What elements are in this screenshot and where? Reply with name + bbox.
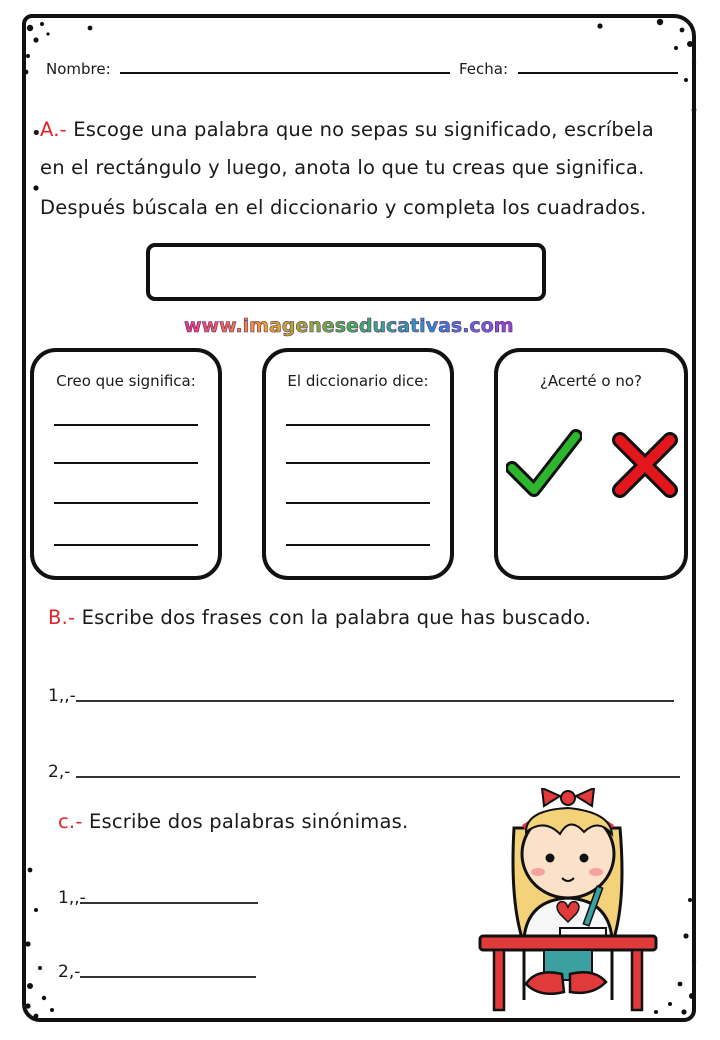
result-card-title: ¿Acerté o no? [539,372,643,390]
dictionary-line-1[interactable] [286,424,430,426]
website-text: www.imageneseducativas.com [184,315,514,337]
guess-card-title: Creo que significa: [56,372,196,390]
section-c-heading [58,810,408,833]
guess-line-4[interactable] [54,544,198,546]
guess-card [30,348,222,580]
section-b-letter: B.- [48,606,76,629]
sentence-1-line[interactable] [76,688,674,702]
name-label: Nombre: [46,60,111,78]
synonym-1-label: 1,,- [58,888,86,908]
word-rectangle[interactable] [146,243,546,301]
synonym-2-label: 2,- [58,962,81,982]
dictionary-card-title: El diccionario dice: [287,372,429,390]
guess-line-1[interactable] [54,424,198,426]
synonym-2-line[interactable] [80,964,256,978]
dictionary-card [262,348,454,580]
result-card [494,348,688,580]
section-b-text: Escribe dos frases con la palabra que has buscado. [81,606,592,629]
section-a-line3: Después búscala en el diccionario y completa los cuadrados. [40,196,647,219]
synonym-1-line[interactable] [80,890,258,904]
name-field-line[interactable] [120,58,450,74]
sentence-2-label: 2,- [48,762,71,782]
date-label: Fecha: [459,60,509,78]
section-c-text: Escribe dos palabras sinónimas. [88,810,409,833]
date-field-line[interactable] [518,58,678,74]
section-a-text1: Escoge una palabra que no sepas su significado, escríbela [73,118,654,141]
section-a-line2: en el rectángulo y luego, anota lo que tu creas que significa. [40,156,645,179]
section-c-letter: c.- [58,810,83,833]
dictionary-line-4[interactable] [286,544,430,546]
guess-line-3[interactable] [54,502,198,504]
guess-line-2[interactable] [54,462,198,464]
sentence-1-label: 1,,- [48,686,76,706]
check-icon[interactable] [506,426,582,502]
website-watermark [184,310,514,340]
bullet-icon: • [31,123,42,144]
sentence-2-line[interactable] [76,764,680,778]
cross-icon[interactable] [610,430,680,500]
dictionary-line-3[interactable] [286,502,430,504]
section-a-line1 [40,118,654,141]
dictionary-line-2[interactable] [286,462,430,464]
section-b-heading [48,606,591,629]
girl-at-desk-illustration [474,788,662,1014]
section-a-letter: A.- [40,118,67,141]
